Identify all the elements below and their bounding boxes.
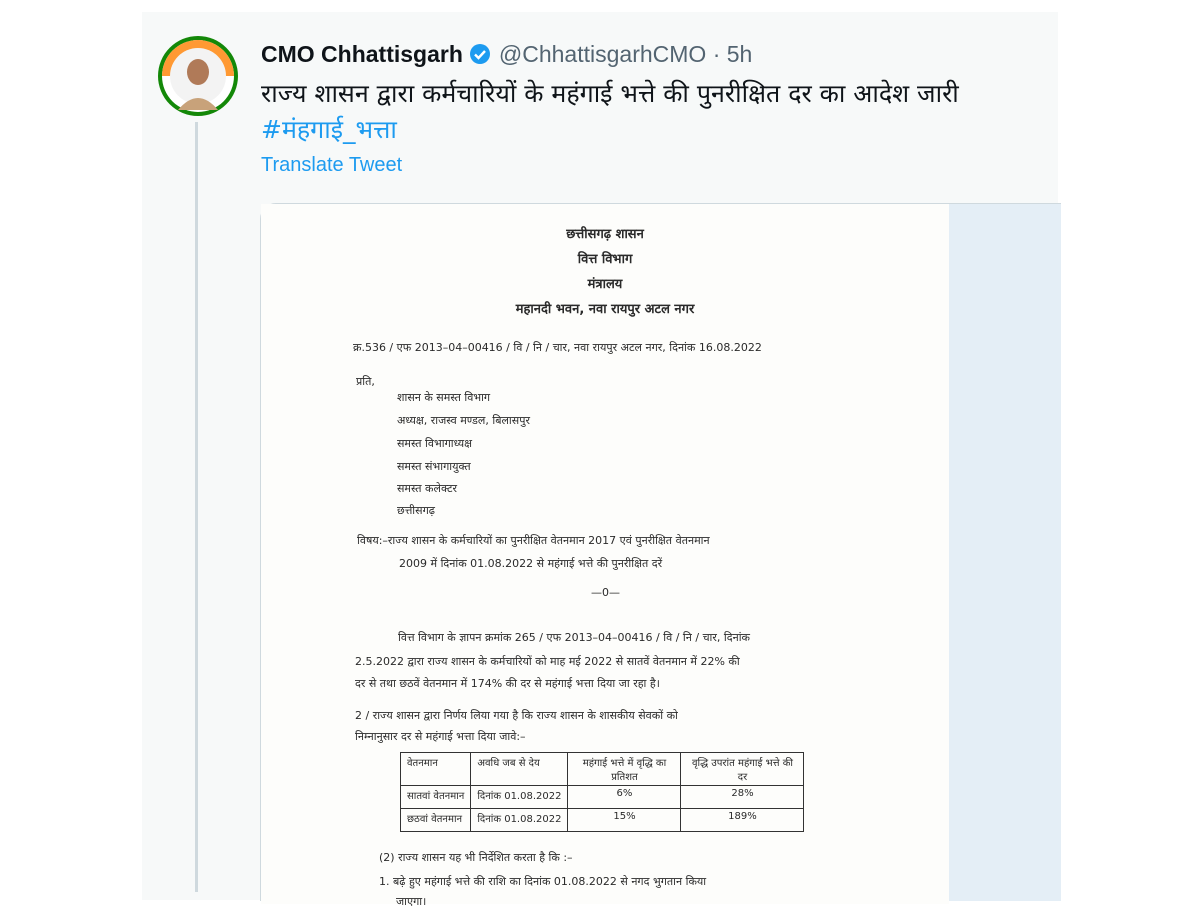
doc-header-4: महानदी भवन, नवा रायपुर अटल नगर — [515, 302, 695, 317]
recipient: समस्त विभागाध्यक्ष — [397, 437, 473, 450]
table-cell: दिनांक 01.08.2022 — [471, 809, 568, 832]
table-header: वृद्धि उपरांत महंगाई भत्ते की दर — [681, 753, 804, 786]
da-rates-table — [400, 752, 804, 832]
translate-tweet-link[interactable]: Translate Tweet — [261, 154, 403, 176]
para1-line: 2.5.2022 द्वारा राज्य शासन के कर्मचारियों को माह मई 2022 से सातवें वेतनमान में 22% की — [355, 655, 740, 668]
table-cell: दिनांक 01.08.2022 — [471, 786, 568, 809]
doc-header-3: मंत्रालय — [587, 277, 623, 292]
table-cell: सातवां वेतनमान — [401, 786, 471, 809]
recipient: शासन के समस्त विभाग — [397, 391, 491, 404]
table-cell: 6% — [568, 786, 681, 809]
para2-line: 2 / राज्य शासन द्वारा निर्णय लिया गया है कि राज्य शासन के शासकीय सेवकों को — [355, 709, 678, 722]
para4-cont: जाएगा। — [396, 895, 427, 908]
table-cell: 15% — [568, 809, 681, 832]
tweet-header — [261, 38, 752, 70]
doc-subject-1: विषय:–राज्य शासन के कर्मचारियों का पुनरीक्षित वेतनमान 2017 एवं पुनरीक्षित वेतनमान — [357, 534, 710, 547]
tweet-media-image[interactable] — [260, 203, 1061, 908]
doc-separator: —0— — [591, 586, 620, 599]
table-cell: छठवां वेतनमान — [401, 809, 471, 832]
table-header: वेतनमान — [401, 753, 471, 786]
para1-line: दर से तथा छठवें वेतनमान में 174% की दर से महंगाई भत्ता दिया जा रहा है। — [355, 677, 660, 690]
thread-line — [195, 122, 198, 892]
verified-badge-icon — [469, 43, 491, 65]
table-row — [401, 809, 804, 832]
doc-prati: प्रति, — [356, 375, 375, 388]
para3: (2) राज्य शासन यह भी निर्देशित करता है कि :– — [379, 851, 573, 864]
tweet-body: राज्य शासन द्वारा कर्मचारियों के महंगाई भत्ते की पुनरीक्षित दर का आदेश जारी — [261, 79, 959, 108]
hashtag-link[interactable]: #मंहगाई_भत्ता — [261, 115, 397, 144]
table-cell: 189% — [681, 809, 804, 832]
tweet-text — [261, 76, 1051, 148]
recipient: समस्त कलेक्टर — [397, 482, 458, 495]
profile-avatar[interactable] — [158, 36, 238, 116]
para2-line: निम्नानुसार दर से महंगाई भत्ता दिया जावे:– — [355, 730, 526, 743]
doc-header-2: वित्त विभाग — [577, 252, 633, 267]
para1-line: वित्त विभाग के ज्ञापन क्रमांक 265 / एफ 2013–04–00416 / वि / नि / चार, दिनांक — [398, 631, 750, 644]
author-name[interactable]: CMO Chhattisgarh — [261, 40, 463, 67]
recipient: छत्तीसगढ़ — [397, 504, 435, 517]
doc-subject-2: 2009 में दिनांक 01.08.2022 से महंगाई भत्ते की पुनरीक्षित दरें — [399, 557, 663, 570]
table-header-row — [401, 753, 804, 786]
doc-reference: क्र.536 / एफ 2013–04–00416 / वि / नि / चार, नवा रायपुर अटल नगर, दिनांक 16.08.2022 — [353, 341, 762, 354]
order-document — [261, 204, 949, 908]
table-header: महंगाई भत्ते में वृद्धि का प्रतिशत — [568, 753, 681, 786]
para4: 1. बढ़े हुए महंगाई भत्ते की राशि का दिनांक 01.08.2022 से नगद भुगतान किया — [379, 875, 707, 888]
author-handle-time[interactable]: @ChhattisgarhCMO · 5h — [498, 40, 753, 67]
recipient: समस्त संभागायुक्त — [397, 460, 471, 473]
doc-header-1: छत्तीसगढ़ शासन — [566, 227, 644, 242]
table-cell: 28% — [681, 786, 804, 809]
table-header: अवधि जब से देय — [471, 753, 568, 786]
table-row — [401, 786, 804, 809]
recipient: अध्यक्ष, राजस्व मण्डल, बिलासपुर — [397, 414, 530, 427]
